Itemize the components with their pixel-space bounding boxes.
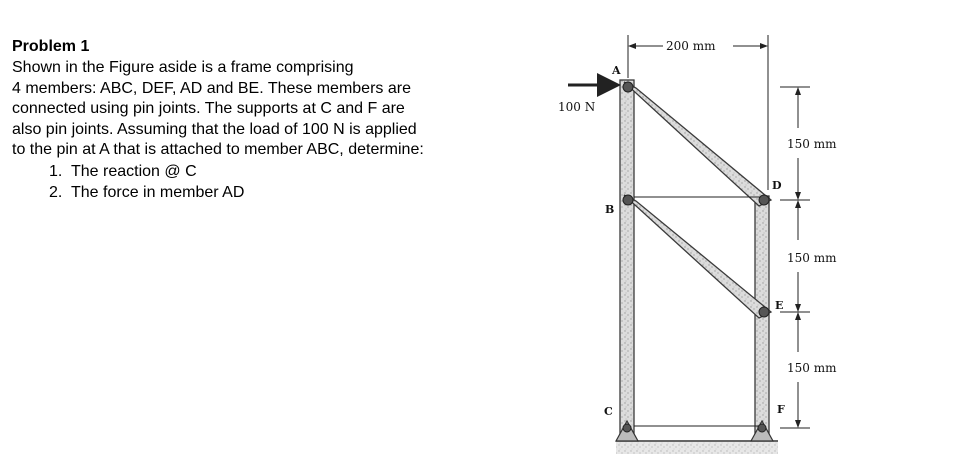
support-c	[616, 421, 638, 441]
joint-label-f: F	[777, 403, 785, 416]
member-be	[624, 195, 771, 318]
task-number: 1.	[49, 162, 63, 180]
task-text: The force in member AD	[71, 183, 245, 201]
pin-b	[623, 195, 633, 205]
statement-line: connected using pin joints. The supports at C and F are	[12, 100, 405, 117]
task-text: The reaction @ C	[71, 162, 197, 180]
member-abc	[620, 80, 634, 436]
dim-label-150mm-top: 150 mm	[787, 137, 837, 151]
dim-label-200mm: 200 mm	[666, 39, 716, 53]
statement-line: 4 members: ABC, DEF, AD and BE. These members are	[12, 79, 411, 97]
joint-label-a: A	[612, 64, 621, 77]
statement-line: Shown in the Figure aside is a frame comprising	[12, 59, 354, 76]
statement-line: also pin joints. Assuming that the load of 100 N is applied	[12, 120, 417, 138]
pin-d	[759, 195, 769, 205]
dim-label-150mm-bottom: 150 mm	[787, 361, 837, 375]
task-number: 2.	[49, 183, 63, 201]
pin-a	[623, 82, 633, 92]
support-f	[751, 421, 773, 441]
joint-label-b: B	[605, 203, 615, 216]
load-label: 100 N	[558, 100, 596, 114]
problem-title: Problem 1	[12, 38, 90, 55]
dimension-200mm	[628, 35, 768, 190]
statement-line: to the pin at A that is attached to member ABC, determine:	[12, 141, 424, 158]
joint-label-c: C	[604, 405, 613, 418]
pin-e	[759, 307, 769, 317]
member-ad	[624, 82, 771, 206]
dim-label-150mm-middle: 150 mm	[787, 251, 837, 265]
ground-base	[616, 441, 778, 454]
joint-label-d: D	[772, 179, 782, 192]
joint-label-e: E	[775, 299, 784, 312]
